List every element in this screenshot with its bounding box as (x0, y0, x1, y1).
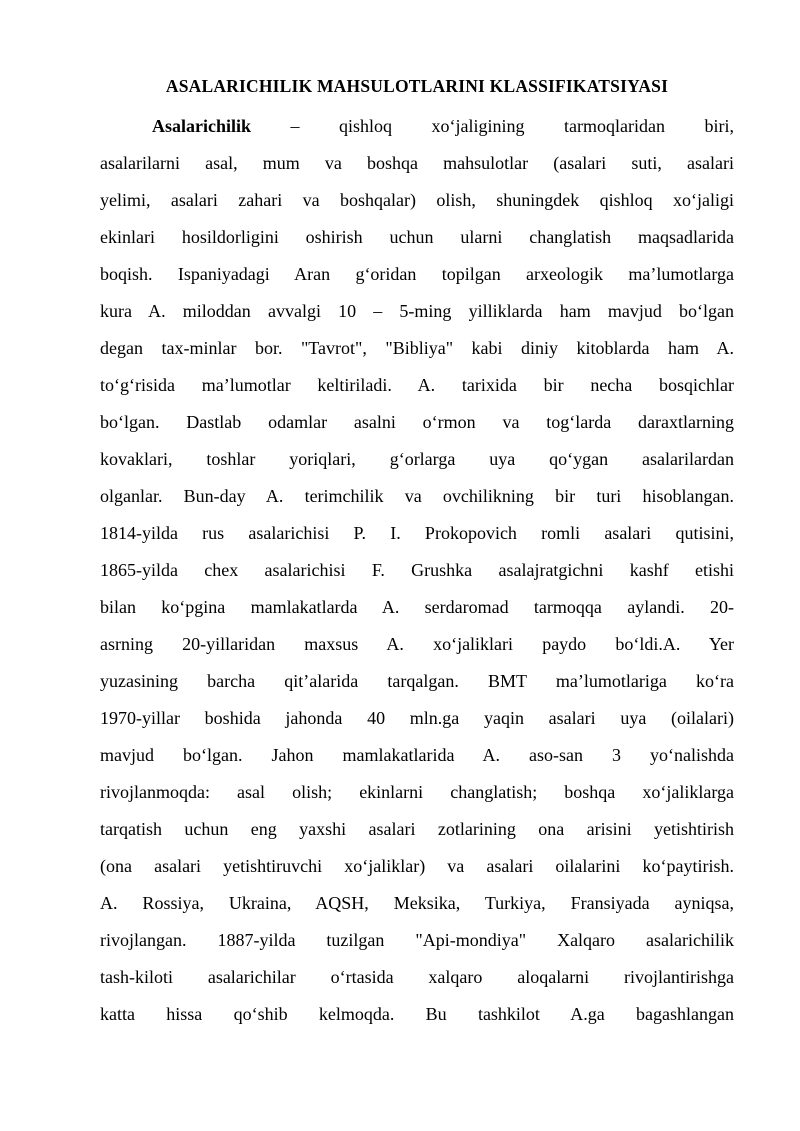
paragraph-line: mavjud bo‘lgan. Jahon mamlakatlarida A. aso-san 3 yo‘nalishda (100, 745, 734, 765)
paragraph-line: yelimi, asalari zahari va boshqalar) olish, shuningdek qishloq xo‘jaligi (100, 190, 734, 210)
paragraph-line: asrning 20-yillaridan maxsus A. xo‘jaliklari paydo bo‘ldi.A. Yer (100, 634, 734, 654)
paragraph-line: to‘g‘risida ma’lumotlar keltiriladi. A. tarixida bir necha bosqichlar (100, 375, 734, 395)
paragraph-line: ekinlari hosildorligini oshirish uchun ularni changlatish maqsadlarida (100, 227, 734, 247)
paragraph-line: tarqatish uchun eng yaxshi asalari zotlarining ona arisini yetishtirish (100, 819, 734, 839)
paragraph-line: bilan ko‘pgina mamlakatlarda A. serdaromad tarmoqqa aylandi. 20- (100, 597, 734, 617)
paragraph-line: boqish. Ispaniyadagi Aran g‘oridan topilgan arxeologik ma’lumotlarga (100, 264, 734, 284)
paragraph-line: rivojlanmoqda: asal olish; ekinlarni changlatish; boshqa xo‘jaliklarga (100, 782, 734, 802)
paragraph-line: 1970-yillar boshida jahonda 40 mln.ga yaqin asalari uya (oilalari) (100, 708, 734, 728)
paragraph-line: 1814-yilda rus asalarichisi P. I. Prokopovich romli asalari qutisini, (100, 523, 734, 543)
paragraph-line: kura A. miloddan avvalgi 10 – 5-ming yilliklarda ham mavjud bo‘lgan (100, 301, 734, 321)
paragraph-line: kovaklari, toshlar yoriqlari, g‘orlarga uya qo‘ygan asalarilardan (100, 449, 734, 469)
paragraph-line: katta hissa qo‘shib kelmoqda. Bu tashkilot A.ga bagashlangan (100, 1004, 734, 1024)
paragraph-line: degan tax-minlar bor. "Tavrot", "Bibliya" kabi diniy kitoblarda ham A. (100, 338, 734, 358)
paragraph-line: asalarilarni asal, mum va boshqa mahsulotlar (asalari suti, asalari (100, 153, 734, 173)
paragraph-line: 1865-yilda chex asalarichisi F. Grushka asalajratgichni kashf etishi (100, 560, 734, 580)
paragraph-line: yuzasining barcha qit’alarida tarqalgan. BMT ma’lumotlariga ko‘ra (100, 671, 734, 691)
paragraph-line: bo‘lgan. Dastlab odamlar asalni o‘rmon va tog‘larda daraxtlarning (100, 412, 734, 432)
paragraph-line: A. Rossiya, Ukraina, AQSH, Meksika, Turkiya, Fransiyada ayniqsa, (100, 893, 734, 913)
document-title: ASALARICHILIK MAHSULOTLARINI KLASSIFIKATSIYASI (165, 76, 669, 96)
paragraph-line: (ona asalari yetishtiruvchi xo‘jaliklar) va asalari oilalarini ko‘paytirish. (100, 856, 734, 876)
paragraph-line: olganlar. Bun-day A. terimchilik va ovchilikning bir turi hisoblangan. (100, 486, 734, 506)
paragraph-line: tash-kiloti asalarichilar o‘rtasida xalqaro aloqalarni rivojlantirishga (100, 967, 734, 987)
paragraph-line: rivojlangan. 1887-yilda tuzilgan "Api-mondiya" Xalqaro asalarichilik (100, 930, 734, 950)
document-paragraph (100, 108, 734, 1033)
paragraph-lead-term: Asalarichilik (152, 116, 252, 136)
paragraph-line: Asalarichilik – qishloq xo‘jaligining tarmoqlaridan biri, (152, 116, 734, 136)
